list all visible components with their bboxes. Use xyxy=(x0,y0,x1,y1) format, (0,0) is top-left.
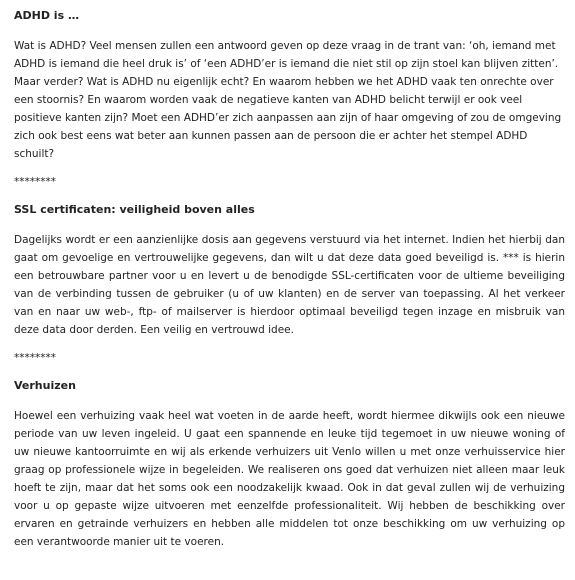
separator: ******** xyxy=(14,352,56,364)
section-title-adhd: ADHD is … xyxy=(14,9,79,22)
section-paragraph-ssl: Dagelijks wordt er een aanzienlijke dosis aan gegevens verstuurd via het internet. Indien het hierbij dan gaat om gevoelige en vertrouwelijke gegevens, dan wilt u dat deze data goed beveiligd is. *** is hierin een betrouwbare partner voor u en levert u de benodigde SSL-certificaten voor de ultieme beveiliging van de verbinding tussen de gebruiker (u of uw klanten) en de server van toepassing. Al het verkeer van en naar uw web-, ftp- of mailserver is hierdoor optimaal beveiligd tegen inzage en misbruik van deze data door derden. Een veilig en vertrouwd idee. xyxy=(14,234,565,336)
section-title-ssl: SSL certificaten: veiligheid boven alles xyxy=(14,203,255,216)
section-paragraph-verhuizen: Hoewel een verhuizing vaak heel wat voeten in de aarde heeft, wordt hiermee dikwijls ook een nieuwe periode van uw leven ingeleid. U gaat een spannende en leuke tijd tegemoet in uw nieuwe woning of uw nieuwe kantoorruimte en wij als erkende verhuizers uit Venlo willen u met onze verhuisservice hier graag op professionele wijze in begeleiden. We realiseren ons goed dat verhuizen niet alleen maar leuk hoeft te zijn, maar dat het soms ook een noodzakelijk kwaad. Ook in dat geval zullen wij de verhuizing voor u op gepaste wijze uitvoeren met eenzelfde professionaliteit. Wij hebben de beschikking over ervaren en getrainde verhuizers en hebben alle middelen tot onze beschikking om uw verhuizing op een verantwoorde manier uit te voeren. xyxy=(14,410,565,548)
section-paragraph-adhd: Wat is ADHD? Veel mensen zullen een antwoord geven op deze vraag in de trant van: ‘oh, iemand met ADHD is iemand die heel druk is’ of ‘een ADHD’er is iemand die niet stil op zijn stoel kan blijven zitten’. Maar verder? Wat is ADHD nu eigenlijk echt? En waarom hebben we het ADHD vaak ten onrechte over een stoornis? En waarom worden vaak de negatieve kanten van ADHD belicht terwijl er ook veel positieve kanten zijn? Moet een ADHD’er zich aanpassen aan zijn of haar omgeving of zou de omgeving zich ook best eens wat beter aan kunnen passen aan de persoon die er achter het stempel ADHD schuilt? xyxy=(14,40,562,160)
section-title-verhuizen: Verhuizen xyxy=(14,379,76,392)
separator: ******** xyxy=(14,176,56,188)
